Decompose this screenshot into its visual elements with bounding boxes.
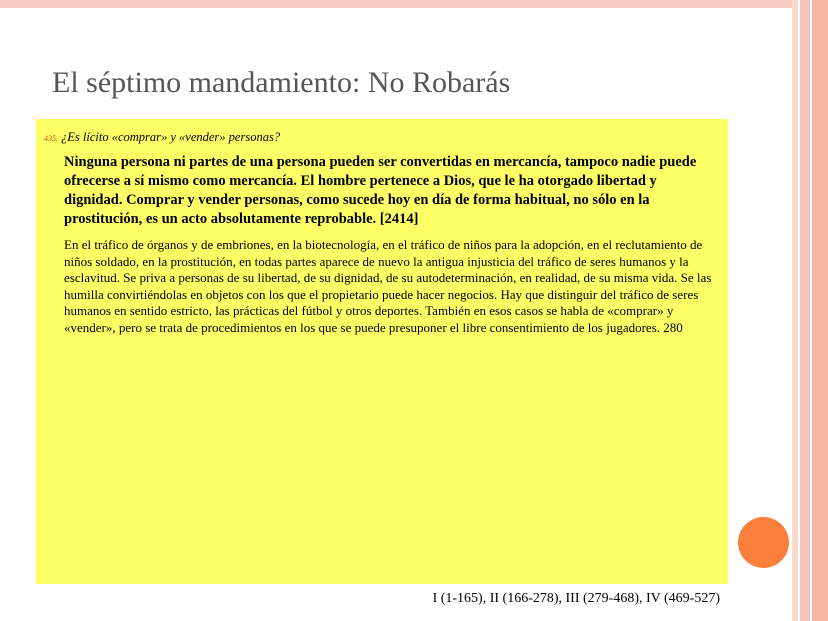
commentary-text: En el tráfico de órganos y de embriones, en la biotecnología, en el tráfico de niños para la adopción, en el reclutamiento de niños soldado, en la prostitución, en todas partes aparece de nuevo la antigua injusticia del tráfico de seres humanos y la esclavitud. Se priva a personas de su libertad, de su dignidad, de su autodeterminación, en realidad, de su misma vida. Se las humilla convirtiéndolas en objetos con los que el propietario puede hacer negocios. Hay que distinguir del tráfico de seres humanos en sentido estricto, las prácticas del fútbol y otros deportes. También en esos casos se habla de «comprar» y «vender», pero se trata de procedimientos en los que se puede presuponer el libre consentimiento de los jugadores. 280	[64, 237, 712, 335]
top-decorative-band	[0, 0, 828, 8]
slide-title: El séptimo mandamiento: No Robarás	[52, 66, 511, 99]
stripe	[812, 0, 828, 621]
answer-text: Ninguna persona ni partes de una persona pueden ser convertidas en mercancía, tampoco nadie puede ofrecerse a sí mismo como mercancía. El hombre pertenece a Dios, que le ha otorgado libertad y dignidad. Comprar y vender personas, como sucede hoy en día de forma habitual, no sólo en la prostitución, es un acto absolutamente reprobable. [2414]	[64, 154, 697, 227]
content-box	[36, 119, 728, 584]
decorative-circle	[738, 517, 789, 568]
stripe	[800, 0, 810, 621]
right-decorative-stripes	[792, 0, 828, 621]
question-number: 435.	[44, 134, 58, 143]
footer-reference: I (1-165), II (166-278), III (279-468), IV (469-527)	[432, 591, 720, 606]
question-line	[44, 129, 714, 147]
question-text: ¿Es lícito «comprar» y «vender» personas?	[61, 130, 281, 144]
